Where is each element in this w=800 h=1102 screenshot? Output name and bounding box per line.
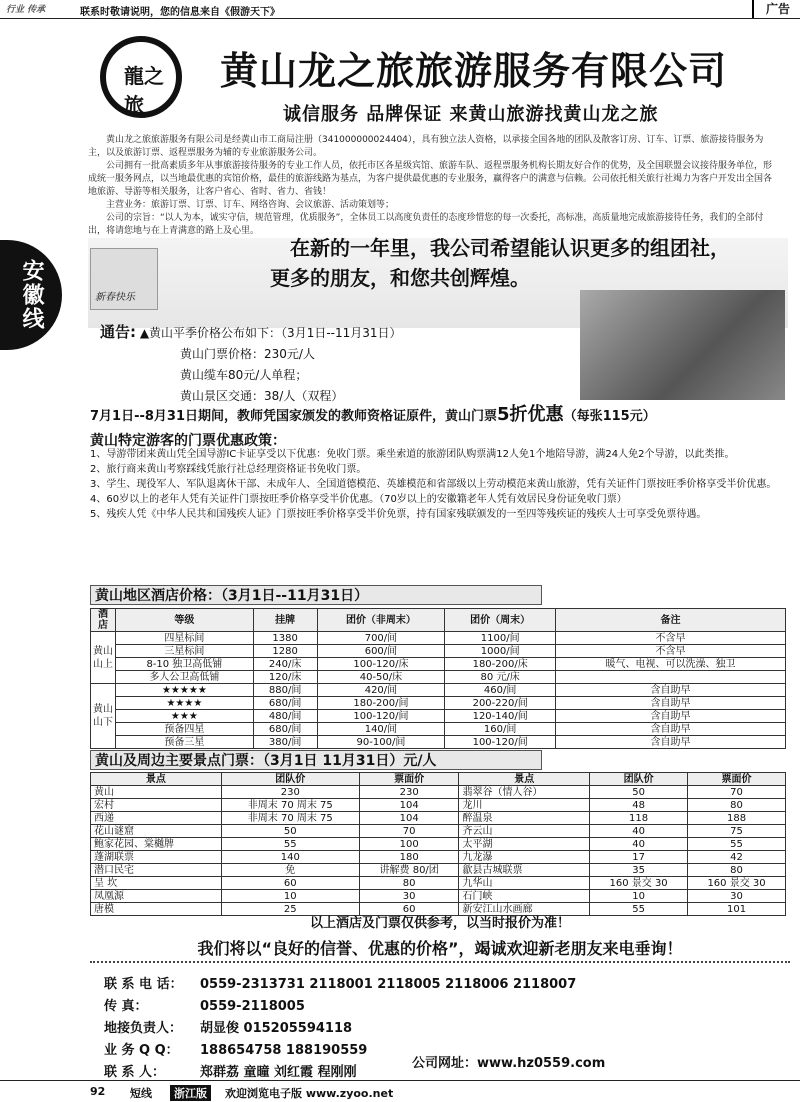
scenic-cell: 非周末 70 周末 75 (221, 812, 359, 825)
scenic-cell: 10 (590, 890, 688, 903)
hotel-cell: 180-200/床 (445, 658, 556, 671)
hotel-table (90, 608, 786, 749)
side-tab: 安徽线 (0, 240, 62, 350)
notice-title: ▲黄山平季价格公布如下：（3月1日--11月31日） (139, 326, 402, 340)
scenic-cell: 潜口民宅 (91, 864, 222, 877)
scenic-cell: 30 (359, 890, 459, 903)
hotel-cell: 680/间 (253, 723, 317, 736)
hotel-cell: 140/间 (317, 723, 445, 736)
hotel-cell: 700/间 (317, 632, 445, 645)
scenic-cell: 九龙瀑 (459, 851, 590, 864)
scenic-table (90, 772, 786, 916)
scenic-cell: 104 (359, 812, 459, 825)
scenic-cell: 非周末 70 周末 75 (221, 799, 359, 812)
scenic-cell: 55 (221, 838, 359, 851)
contact-key: 地接负责人： (104, 1021, 183, 1036)
contact-value: 0559-2118005 (200, 999, 305, 1014)
teacher-text: 7月1日--8月31日期间，教师凭国家颁发的教师资格证原件，黄山门票 (90, 409, 498, 424)
scenic-cell: 60 (221, 877, 359, 890)
contact-hint: 联系时敬请说明，您的信息来自《假游天下》 (80, 7, 280, 18)
teacher-tail: （每张115元） (563, 409, 656, 424)
scenic-cell: 42 (688, 851, 786, 864)
scenic-cell: 九华山 (459, 877, 590, 890)
page-footer (0, 1080, 800, 1102)
hotel-row (91, 658, 786, 671)
scenic-cell: 55 (590, 903, 688, 916)
greeting-text: 新春快乐 (95, 292, 135, 303)
hotel-cell: 1000/间 (445, 645, 556, 658)
policy-item: 5、残疾人凭《中华人民共和国残疾人证》门票按旺季价格享受半价免票，持有国家残联颁发的一至四等残疾证的残疾人士可享受免票待遇。 (90, 509, 707, 520)
hotel-cell: 1100/间 (445, 632, 556, 645)
scenic-header: 票面价 (688, 773, 786, 786)
hotel-header: 备注 (556, 609, 786, 632)
notice-line: 黄山门票价格：230元/人 (180, 347, 315, 361)
scenic-cell: 80 (688, 799, 786, 812)
hotel-cell: ★★★ (116, 710, 254, 723)
contact-key: 联 系 人： (104, 1065, 166, 1080)
scenic-cell: 160 景交 30 (590, 877, 688, 890)
scenic-section-title: 黄山及周边主要景点门票：（3月1日 11月31日）元/人 (90, 750, 542, 770)
contact-value: 郑群荔 童曈 刘红霞 程刚刚 (200, 1065, 357, 1080)
scenic-cell: 唐模 (91, 903, 222, 916)
teacher-discount (90, 400, 656, 426)
scenic-cell: 醉温泉 (459, 812, 590, 825)
scenic-cell: 40 (590, 838, 688, 851)
hotel-cell: 1280 (253, 645, 317, 658)
scenic-cell: 80 (688, 864, 786, 877)
dragon-logo-icon (100, 36, 182, 118)
hotel-section-title: 黄山地区酒店价格：（3月1日--11月31日） (90, 585, 542, 605)
teacher-big: 5折优惠 (497, 404, 564, 425)
scenic-header: 景点 (91, 773, 222, 786)
intro-paragraph: 黄山龙之旅旅游服务有限公司是经黄山市工商局注册（341000000024404），具有独立法人资格，以承接全国各地的团队及散客订房、订车、订票、旅游接待服务为主，以及旅游订票、返程票服务为辅的专业旅游服务公司。 (88, 135, 764, 158)
dotted-divider (90, 961, 790, 971)
contact-key: 业 务 Q Q： (104, 1043, 179, 1058)
intro-paragraph: 主营业务：旅游订票、订票、订车、网络咨询、会议旅游、活动策划等； (106, 200, 395, 210)
scenic-cell: 太平湖 (459, 838, 590, 851)
hotel-cell: 预备三星 (116, 736, 254, 749)
scenic-cell: 70 (359, 825, 459, 838)
scenic-cell: 黄山 (91, 786, 222, 799)
hotel-header: 挂牌 (253, 609, 317, 632)
scenic-cell: 101 (688, 903, 786, 916)
wish-line-1: 在新的一年里，我公司希望能认识更多的组团社， (290, 236, 730, 260)
hotel-cell: 100-120/床 (317, 658, 445, 671)
scenic-row (91, 877, 786, 890)
hotel-row (91, 684, 786, 697)
contact-value: 0559-2313731 2118001 2118005 2118006 2118007 (200, 977, 577, 992)
hotel-cell: 1380 (253, 632, 317, 645)
hotel-cell: 100-120/间 (445, 736, 556, 749)
notice-line: 黄山景区交通：38/人（双程） (180, 389, 344, 403)
scenic-cell: 140 (221, 851, 359, 864)
hotel-cell: 120/床 (253, 671, 317, 684)
scenic-cell: 齐云山 (459, 825, 590, 838)
hotel-cell: 含自助早 (556, 736, 786, 749)
scenic-photo (580, 290, 785, 400)
scenic-row (91, 825, 786, 838)
scenic-row (91, 799, 786, 812)
scenic-cell: 100 (359, 838, 459, 851)
wish-line-2: 更多的朋友，和您共创辉煌。 (270, 266, 530, 290)
scenic-cell: 翡翠谷（情人谷） (459, 786, 590, 799)
hotel-cell: 80 元/床 (445, 671, 556, 684)
contact-value: 胡显俊 015205594118 (200, 1021, 353, 1036)
footer-brand: 浙江版 (170, 1085, 211, 1101)
hotel-cell: 多人公卫高低铺 (116, 671, 254, 684)
contact-key: 联 系 电 话： (104, 977, 183, 992)
scenic-cell: 70 (688, 786, 786, 799)
hotel-cell: 420/间 (317, 684, 445, 697)
ad-label: 广告 (752, 0, 800, 18)
hotel-cell: 8-10 独卫高低铺 (116, 658, 254, 671)
hotel-cell (556, 671, 786, 684)
hotel-cell: 600/间 (317, 645, 445, 658)
scenic-header: 景点 (459, 773, 590, 786)
hotel-cell: 含自助早 (556, 723, 786, 736)
hotel-group: 黄山山下 (91, 684, 116, 749)
intro-paragraph: 公司的宗旨：“以人为本，诚实守信，规范管理，优质服务”，全体员工以高度负责任的态度珍惜您的每一次委托，高标准，高质量地完成旅游接待任务，我们的全部付出，将请您地与在上青满意的路上及心里。 (88, 213, 764, 236)
hotel-cell: 120-140/间 (445, 710, 556, 723)
contact-row (104, 974, 576, 996)
hotel-cell: ★★★★★ (116, 684, 254, 697)
scenic-cell: 宏村 (91, 799, 222, 812)
policy-list (90, 448, 790, 523)
scenic-cell: 花山谜窟 (91, 825, 222, 838)
company-slogan: 诚信服务 品牌保证 来黄山旅游找黄山龙之旅 (283, 104, 659, 125)
hotel-header: 团价（周末） (445, 609, 556, 632)
scenic-cell: 75 (688, 825, 786, 838)
hotel-cell: 含自助早 (556, 710, 786, 723)
notice-line: 黄山缆车80元/人单程； (180, 368, 308, 382)
scenic-cell: 50 (221, 825, 359, 838)
hotel-row (91, 632, 786, 645)
hotel-row (91, 697, 786, 710)
scenic-cell: 17 (590, 851, 688, 864)
company-name: 黄山龙之旅旅游服务有限公司 (220, 48, 728, 93)
scenic-cell: 160 景交 30 (688, 877, 786, 890)
hotel-cell: 180-200/间 (317, 697, 445, 710)
hotel-header: 酒 店 (91, 609, 116, 632)
scenic-cell: 180 (359, 851, 459, 864)
scenic-header: 票面价 (359, 773, 459, 786)
hotel-cell: 680/间 (253, 697, 317, 710)
scenic-cell: 55 (688, 838, 786, 851)
hotel-cell: 240/床 (253, 658, 317, 671)
scenic-cell: 35 (590, 864, 688, 877)
scenic-cell: 新安江山水画廊 (459, 903, 590, 916)
hotel-cell: 含自助早 (556, 697, 786, 710)
scenic-cell: 西递 (91, 812, 222, 825)
hotel-row (91, 736, 786, 749)
hotel-cell: 三星标间 (116, 645, 254, 658)
hotel-group: 黄山山上 (91, 632, 116, 684)
scenic-cell: 188 (688, 812, 786, 825)
scenic-cell: 呈 坎 (91, 877, 222, 890)
contact-row (104, 1018, 576, 1040)
hotel-row (91, 710, 786, 723)
policy-title: 黄山特定游客的门票优惠政策： (90, 433, 286, 449)
contact-value: 188654758 188190559 (200, 1043, 368, 1058)
hotel-header: 团价（非周末） (317, 609, 445, 632)
scenic-cell: 230 (221, 786, 359, 799)
scenic-cell: 龙川 (459, 799, 590, 812)
scenic-cell: 80 (359, 877, 459, 890)
hotel-cell: 880/间 (253, 684, 317, 697)
hotel-cell: ★★★★ (116, 697, 254, 710)
hotel-cell: 预备四星 (116, 723, 254, 736)
scenic-row (91, 890, 786, 903)
scenic-cell: 25 (221, 903, 359, 916)
notice-label: 通告: (100, 323, 136, 341)
contact-key: 传 真： (104, 999, 148, 1014)
scenic-row (91, 851, 786, 864)
scenic-cell: 50 (590, 786, 688, 799)
scenic-row (91, 838, 786, 851)
logo-glyph: 龍之旅 (124, 64, 164, 117)
hotel-cell: 100-120/间 (317, 710, 445, 723)
policy-item: 3、学生、现役军人、军队退离休干部、未成年人、全国道德模范、英雄模范和省部级以上劳动模范来黄山旅游，凭有关证件门票按旺季价格享受半价优惠。 (90, 479, 777, 490)
scenic-cell: 104 (359, 799, 459, 812)
scenic-cell: 蓬湖联票 (91, 851, 222, 864)
policy-item: 4、60岁以上的老年人凭有关证件门票按旺季价格享受半价优惠。（70岁以上的安徽籍老年人凭有效居民身份证免收门票） (90, 494, 627, 505)
hotel-cell: 40-50/床 (317, 671, 445, 684)
scenic-header: 团队价 (590, 773, 688, 786)
scenic-cell: 凤凰源 (91, 890, 222, 903)
scenic-cell: 歙县古城联票 (459, 864, 590, 877)
scenic-header: 团队价 (221, 773, 359, 786)
price-notice (100, 322, 402, 407)
page-number: 92 (90, 1085, 106, 1098)
scenic-cell: 60 (359, 903, 459, 916)
scenic-cell: 10 (221, 890, 359, 903)
footer-text[interactable]: 欢迎浏览电子版 www.zyoo.net (225, 1087, 394, 1100)
hotel-cell: 480/间 (253, 710, 317, 723)
hotel-cell: 460/间 (445, 684, 556, 697)
scenic-cell: 40 (590, 825, 688, 838)
scenic-cell: 118 (590, 812, 688, 825)
scenic-cell: 30 (688, 890, 786, 903)
hotel-row (91, 645, 786, 658)
policy-item: 1、导游带团来黄山凭全国导游IC卡证享受以下优惠：免收门票。乘坐索道的旅游团队购票满12人免1个地陪导游，满24人免2个导游，以此类推。 (90, 449, 735, 460)
hotel-row (91, 671, 786, 684)
hotel-cell: 160/间 (445, 723, 556, 736)
hotel-row (91, 723, 786, 736)
disclaimer: 以上酒店及门票仅供参考，以当时报价为准！ (309, 916, 570, 931)
welcome-line: 我们将以“良好的信誉、优惠的价格”，竭诚欢迎新老朋友来电垂询！ (197, 939, 683, 958)
hotel-cell: 含自助早 (556, 684, 786, 697)
top-bar (0, 0, 800, 19)
footer-section: 短线 (130, 1087, 152, 1100)
scenic-cell: 48 (590, 799, 688, 812)
contact-row (104, 996, 576, 1018)
hotel-header: 等级 (116, 609, 254, 632)
hotel-cell: 暖气、电视、可以洗澡、独卫 (556, 658, 786, 671)
hotel-cell: 四星标间 (116, 632, 254, 645)
policy-item: 2、旅行商来黄山考察踩线凭旅行社总经理资格证书免收门票。 (90, 464, 367, 475)
hotel-cell: 90-100/间 (317, 736, 445, 749)
hotel-cell: 380/间 (253, 736, 317, 749)
scenic-cell: 230 (359, 786, 459, 799)
hotel-cell: 不含早 (556, 632, 786, 645)
scenic-row (91, 812, 786, 825)
scenic-cell: 鲍家花园、棠樾牌 (91, 838, 222, 851)
scenic-cell: 讲解费 80/团 (359, 864, 459, 877)
scenic-row (91, 864, 786, 877)
scenic-cell: 石门峡 (459, 890, 590, 903)
hotel-cell: 不含早 (556, 645, 786, 658)
magazine-mark: 行业 传承 (6, 5, 46, 15)
scenic-cell: 免 (221, 864, 359, 877)
greeting-card (90, 248, 158, 310)
scenic-row (91, 786, 786, 799)
company-website[interactable]: 公司网址：www.hz0559.com (412, 1056, 606, 1071)
company-intro (88, 134, 776, 238)
intro-paragraph: 公司拥有一批高素质多年从事旅游接待服务的专业工作人员，依托市区各星级宾馆、旅游车队、返程票服务机构长期友好合作的优势，及全国联盟会议接待服务单位，形成统一服务网点，以当地最优惠的宾馆价格，最佳的旅游线路为基点，为客户提供最优惠的专业服务，赢得客户的满意与信赖。公司依托相关旅行社竭力为客户开发出全国各地旅游、导游等相关服务，让客户省心、省时、省力、省钱！ (88, 161, 773, 197)
hotel-cell: 200-220/间 (445, 697, 556, 710)
